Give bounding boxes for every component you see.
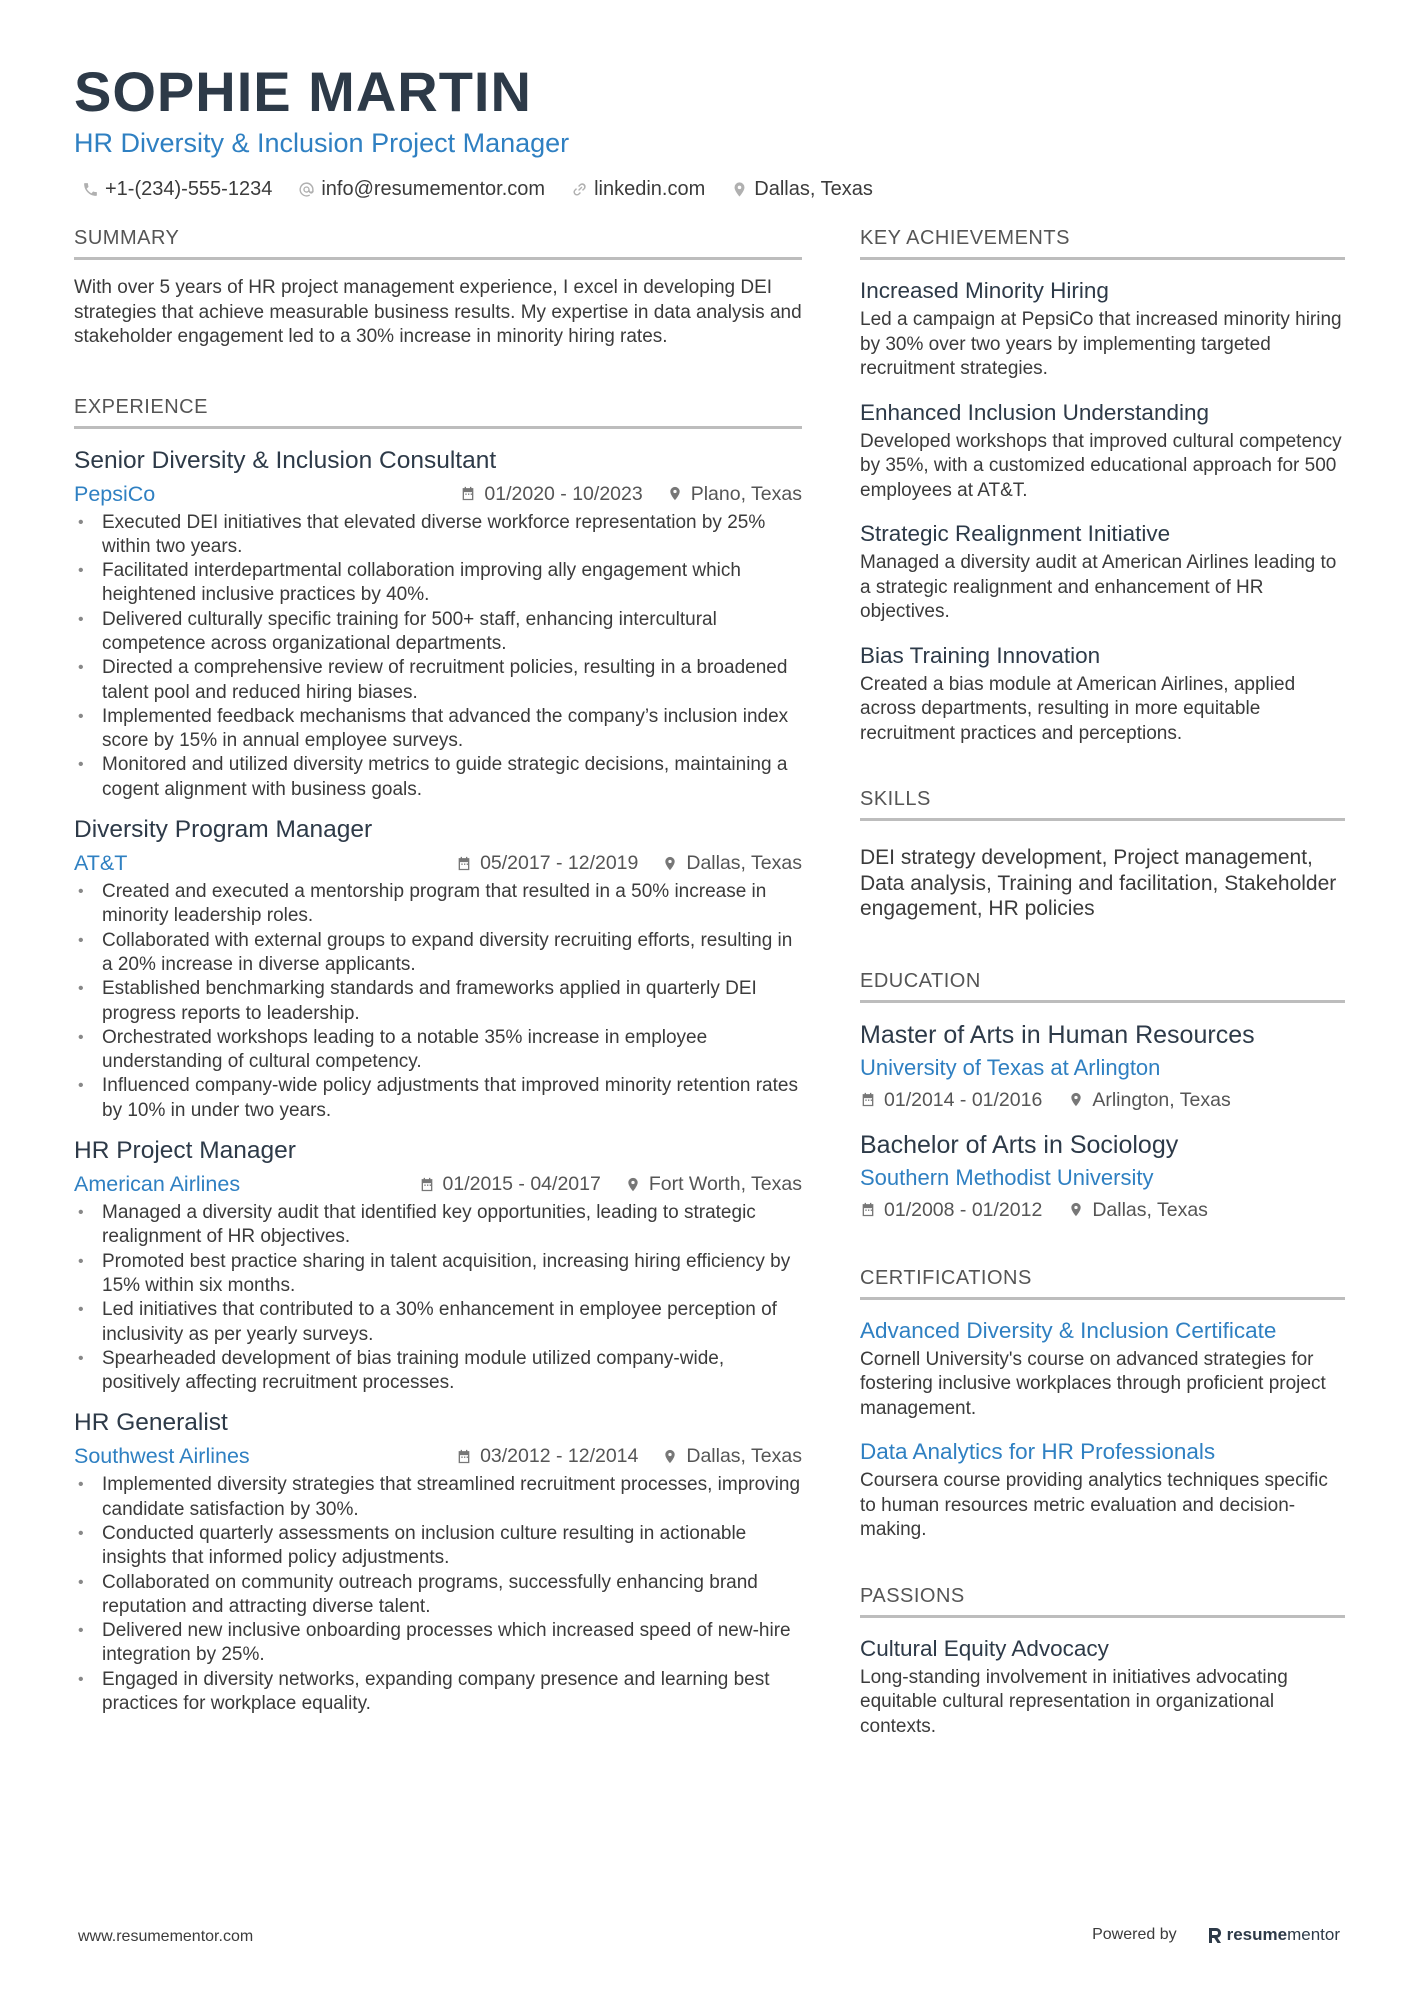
job-date-location <box>436 479 802 509</box>
at-icon <box>298 181 315 198</box>
bullet-item: • Executed DEI initiatives that elevated diverse workforce representation by 25% within two years. <box>74 511 802 560</box>
achievement-desc: Managed a diversity audit at American Airlines leading to a strategic realignment and enhancement of HR objectives. <box>860 552 1337 622</box>
company-name: PepsiCo <box>74 481 156 506</box>
job-title: Senior Diversity & Inclusion Consultant <box>74 446 497 474</box>
contact-bar <box>74 178 1344 201</box>
bullet-item: • Engaged in diversity networks, expanding company presence and learning best practices for workplace equality. <box>74 1668 802 1717</box>
education-location-text: Arlington, Texas <box>1092 1088 1231 1111</box>
contact-email-text: info@resumementor.com <box>321 178 546 200</box>
job-meta <box>74 479 802 509</box>
certification-desc: Coursera course providing analytics techniques specific to human resources metric evaluation and decision-making. <box>860 1470 1328 1540</box>
degree-name: Master of Arts in Human Resources <box>860 1020 1255 1049</box>
school-name: University of Texas at Arlington <box>860 1054 1161 1080</box>
job-meta <box>74 1441 802 1471</box>
achievement-item <box>860 398 1345 504</box>
passion-desc: Long-standing involvement in initiatives advocating equitable cultural representation in organizational contexts. <box>860 1666 1288 1737</box>
achievement-desc: Created a bias module at American Airlines, applied across departments, resulting in more equitable recruitment practices and perceptions. <box>860 673 1296 744</box>
bullet-item: • Influenced company-wide policy adjustments that improved minority retention rates by 10% in under two years. <box>74 1074 802 1123</box>
job-location-text: Fort Worth, Texas <box>648 1173 802 1196</box>
calendar-icon <box>456 855 472 872</box>
contact-location <box>731 178 873 201</box>
candidate-title: HR Diversity & Inclusion Project Manager <box>74 128 570 158</box>
calendar-icon <box>419 1176 435 1193</box>
job-bullets <box>74 880 802 1123</box>
resumementor-logo-icon <box>1207 1926 1223 1944</box>
experience-heading: EXPERIENCE <box>74 394 802 429</box>
bullet-item: • Managed a diversity audit that identified key opportunities, leading to strategic realignment of HR objectives. <box>74 1201 802 1250</box>
certification-item <box>860 1437 1345 1543</box>
left-column <box>74 225 802 1728</box>
location-icon <box>662 855 678 872</box>
bullet-item: • Facilitated interdepartmental collaboration improving ally engagement which heightened inclusive practices by 40%. <box>74 559 802 608</box>
education-meta <box>860 1085 1345 1115</box>
passion-title: Cultural Equity Advocacy <box>860 1635 1109 1661</box>
certifications-heading: CERTIFICATIONS <box>860 1265 1345 1300</box>
education-entry <box>860 1019 1345 1115</box>
passions-heading: PASSIONS <box>860 1583 1345 1618</box>
calendar-icon <box>860 1091 876 1108</box>
certification-title: Data Analytics for HR Professionals <box>860 1439 1216 1464</box>
job-dates <box>456 1441 638 1471</box>
right-column <box>860 225 1345 1755</box>
resume-header <box>74 60 1344 201</box>
location-icon <box>731 181 748 198</box>
contact-phone-text: +1-(234)-555-1234 <box>105 178 273 200</box>
passion-item <box>860 1634 1345 1740</box>
achievement-title: Strategic Realignment Initiative <box>860 521 1171 546</box>
education-entry <box>860 1129 1345 1225</box>
bullet-item: • Directed a comprehensive review of recruitment policies, resulting in a broadened talent pool and reduced hiring biases. <box>74 656 802 705</box>
achievement-title: Enhanced Inclusion Understanding <box>860 399 1209 425</box>
job-title: Diversity Program Manager <box>74 816 373 844</box>
powered-by-label: Powered by <box>1092 1926 1177 1943</box>
job-location <box>662 1441 802 1471</box>
achievement-item <box>860 276 1345 382</box>
education-heading: EDUCATION <box>860 968 1345 1003</box>
job-title: HR Project Manager <box>74 1137 296 1165</box>
bullet-item: • Created and executed a mentorship program that resulted in a 50% increase in minority leadership roles. <box>74 880 802 929</box>
achievement-title: Bias Training Innovation <box>860 642 1101 668</box>
company-name: American Airlines <box>74 1172 241 1197</box>
summary-heading: SUMMARY <box>74 225 802 260</box>
summary-text: With over 5 years of HR project management experience, I excel in developing DEI strategies that achieve measurable business results. My expertise in data analysis and stakeholder engagement led to a 30% increase in minority hiring rates. <box>74 277 802 347</box>
bullet-item: • Delivered culturally specific training for 500+ staff, enhancing intercultural competence across organizational departments. <box>74 608 802 657</box>
contact-linkedin-text: linkedin.com <box>594 178 706 200</box>
education-dates-text: 01/2014 - 01/2016 <box>884 1088 1043 1111</box>
job-date-location <box>432 848 802 878</box>
candidate-name: SOPHIE MARTIN <box>74 60 532 123</box>
certification-desc: Cornell University's course on advanced strategies for fostering inclusive workplaces through proficient project management. <box>860 1348 1326 1419</box>
job-location <box>667 479 802 509</box>
skills-text: DEI strategy development, Project management, Data analysis, Training and facilitation, Stakeholder engagement, HR policies <box>860 846 1337 920</box>
job-dates-text: 05/2017 - 12/2019 <box>480 852 639 875</box>
bullet-item: • Established benchmarking standards and frameworks applied in quarterly DEI progress reports to leadership. <box>74 977 802 1026</box>
company-name: Southwest Airlines <box>74 1444 250 1469</box>
phone-icon <box>82 181 99 198</box>
job-date-location <box>432 1441 802 1471</box>
achievement-title: Increased Minority Hiring <box>860 278 1109 303</box>
contact-linkedin[interactable] <box>571 178 705 201</box>
contact-location-text: Dallas, Texas <box>754 178 873 200</box>
bullet-item: • Collaborated with external groups to expand diversity recruiting efforts, resulting in a 20% increase in diverse applicants. <box>74 929 802 978</box>
education-location <box>1068 1195 1208 1225</box>
achievement-item <box>860 519 1345 625</box>
job-bullets <box>74 511 802 803</box>
contact-email[interactable] <box>298 178 545 201</box>
bullet-item: • Promoted best practice sharing in talent acquisition, increasing hiring efficiency by 15% within six months. <box>74 1250 802 1299</box>
education-dates-text: 01/2008 - 01/2012 <box>884 1198 1043 1221</box>
job-dates <box>419 1169 601 1199</box>
contact-phone <box>82 178 272 201</box>
job-bullets <box>74 1201 802 1395</box>
school-name: Southern Methodist University <box>860 1164 1154 1190</box>
job-location-text: Dallas, Texas <box>686 852 802 875</box>
bullet-item: • Spearheaded development of bias training module utilized company-wide, positively affecting recruitment processes. <box>74 1347 802 1396</box>
job-bullets <box>74 1473 802 1716</box>
job-location <box>662 848 802 878</box>
bullet-item: • Orchestrated workshops leading to a notable 35% increase in employee understanding of cultural competency. <box>74 1026 802 1075</box>
achievements-heading: KEY ACHIEVEMENTS <box>860 225 1345 260</box>
certification-title: Advanced Diversity & Inclusion Certificate <box>860 1317 1277 1343</box>
education-location <box>1068 1085 1230 1115</box>
footer-powered-by <box>1092 1925 1340 1945</box>
brand-name-light: mentor <box>1287 1925 1340 1944</box>
experience-entry <box>74 445 802 803</box>
bullet-item: • Conducted quarterly assessments on inclusion culture resulting in actionable insights that informed policy adjustments. <box>74 1522 802 1571</box>
calendar-icon <box>460 485 476 502</box>
calendar-icon <box>860 1201 876 1218</box>
job-date-location <box>395 1169 802 1199</box>
bullet-item: • Monitored and utilized diversity metrics to guide strategic decisions, maintaining a cogent alignment with business goals. <box>74 753 802 802</box>
job-location-text: Dallas, Texas <box>686 1445 802 1468</box>
experience-entry <box>74 1135 802 1395</box>
education-dates <box>860 1085 1042 1115</box>
job-dates <box>460 479 642 509</box>
job-dates-text: 01/2015 - 04/2017 <box>442 1173 601 1196</box>
experience-entry <box>74 1407 802 1716</box>
job-title: HR Generalist <box>74 1409 228 1437</box>
bullet-item: • Led initiatives that contributed to a 30% enhancement in employee perception of inclusivity as per yearly surveys. <box>74 1298 802 1347</box>
bullet-item: • Implemented diversity strategies that streamlined recruitment processes, improving candidate satisfaction by 30%. <box>74 1473 802 1522</box>
experience-entry <box>74 814 802 1123</box>
achievement-desc: Led a campaign at PepsiCo that increased minority hiring by 30% over two years by implementing targeted recruitment strategies. <box>860 309 1342 379</box>
bullet-item: • Delivered new inclusive onboarding processes which increased speed of new-hire integration by 25%. <box>74 1619 802 1668</box>
calendar-icon <box>456 1448 472 1465</box>
achievement-desc: Developed workshops that improved cultural competency by 35%, with a customized educational approach for 500 employees at AT&T. <box>860 430 1342 501</box>
degree-name: Bachelor of Arts in Sociology <box>860 1130 1179 1159</box>
job-meta <box>74 848 802 878</box>
brand-name-bold: resume <box>1226 1925 1288 1944</box>
brand-logo[interactable] <box>1207 1925 1340 1945</box>
location-icon <box>662 1448 678 1465</box>
job-dates <box>456 848 638 878</box>
job-location-text: Plano, Texas <box>690 482 802 505</box>
location-icon <box>1068 1201 1084 1218</box>
certification-item <box>860 1316 1345 1422</box>
location-icon <box>1068 1091 1084 1108</box>
company-name: AT&T <box>74 851 128 876</box>
bullet-item: • Implemented feedback mechanisms that advanced the company’s inclusion index score by 15% in annual employee surveys. <box>74 705 802 754</box>
link-icon <box>571 181 588 198</box>
education-dates <box>860 1195 1042 1225</box>
footer-website[interactable]: www.resumementor.com <box>78 1928 254 1945</box>
education-meta <box>860 1195 1345 1225</box>
job-meta <box>74 1169 802 1199</box>
location-icon <box>667 485 683 502</box>
skills-heading: SKILLS <box>860 786 1345 821</box>
location-icon <box>625 1176 641 1193</box>
bullet-item: • Collaborated on community outreach programs, successfully enhancing brand reputation and attracting diverse talent. <box>74 1571 802 1620</box>
education-location-text: Dallas, Texas <box>1092 1198 1208 1221</box>
achievement-item <box>860 641 1345 747</box>
job-dates-text: 01/2020 - 10/2023 <box>484 482 643 505</box>
job-dates-text: 03/2012 - 12/2014 <box>480 1445 639 1468</box>
job-location <box>625 1169 802 1199</box>
